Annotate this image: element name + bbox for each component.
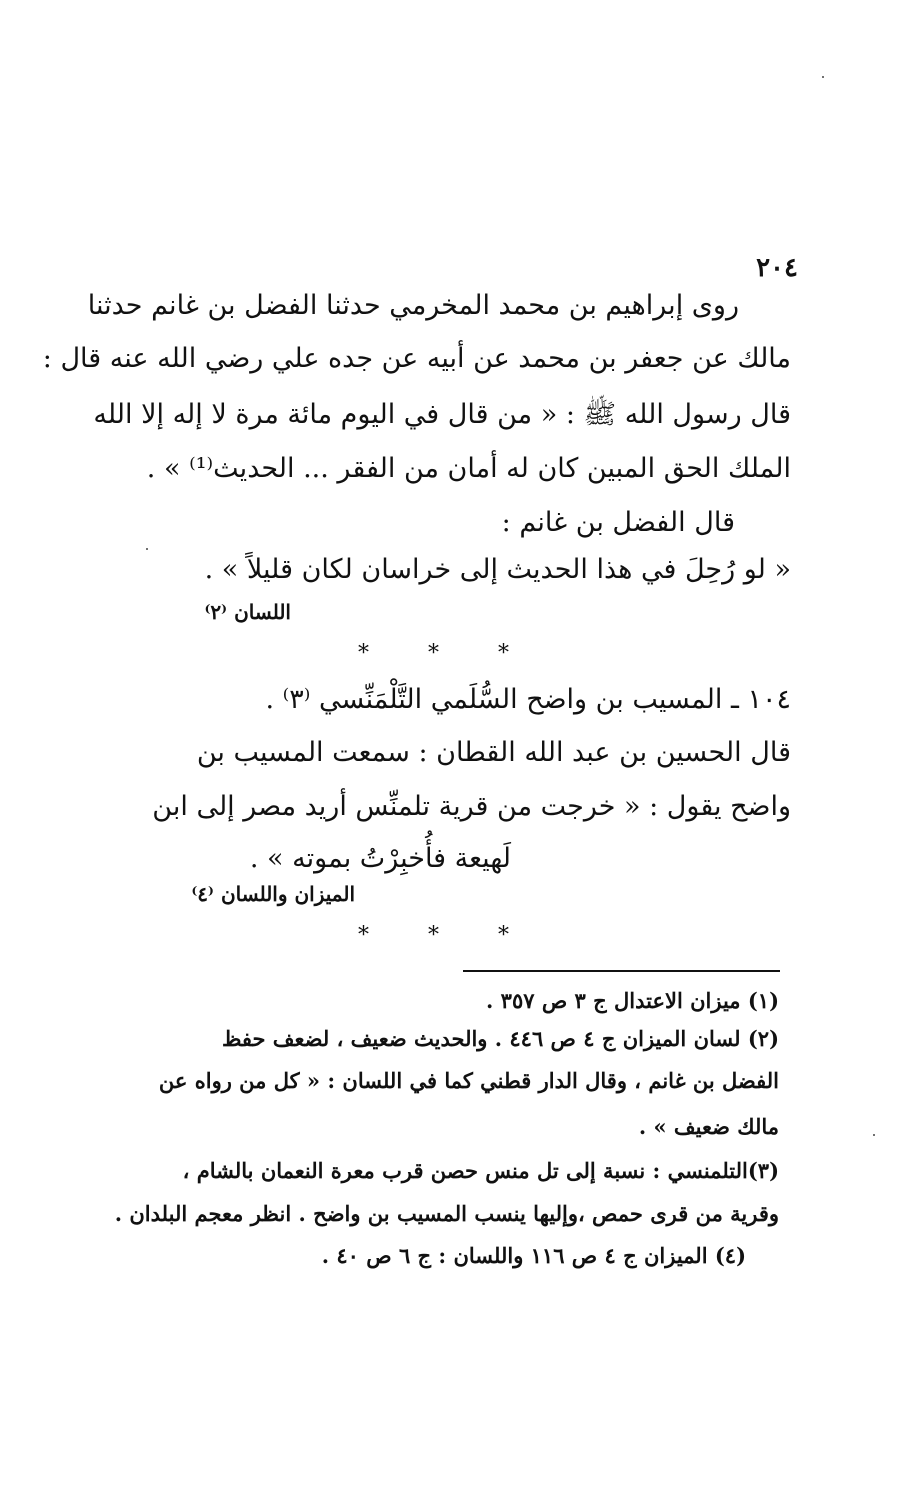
- scan-speck: [873, 1134, 875, 1136]
- footnote-1: (١) ميزان الاعتدال ج ٣ ص ٣٥٧ .: [486, 988, 779, 1013]
- text-line-1: روى إبراهيم بن محمد المخرمي حدثنا الفضل بن غانم حدثنا: [87, 290, 739, 321]
- footnote-2-line-3: مالك ضعيف » .: [638, 1114, 779, 1139]
- footnote-separator: [463, 970, 780, 972]
- page-number: ٢٠٤: [756, 253, 798, 283]
- text-line-3: قال رسول الله ﷺ : « من قال في اليوم مائة مرة لا إله إلا الله: [93, 399, 791, 430]
- scan-speck: [822, 76, 824, 78]
- footnote-4: (٤) الميزان ج ٤ ص ١١٦ واللسان : ج ٦ ص ٤٠ .: [321, 1243, 746, 1268]
- text-line-4: الملك الحق المبين كان له أمان من الفقر ... الحديث⁽¹⁾ » .: [146, 453, 791, 484]
- footnote-2-line-2: الفضل بن غانم ، وقال الدار قطني كما في اللسان : « كل من رواه عن: [158, 1068, 779, 1093]
- footnote-2-line-1: (٢) لسان الميزان ج ٤ ص ٤٤٦ . والحديث ضعيف ، لضعف حفظ: [221, 1026, 779, 1051]
- entry-line-3: لَهيعة فأُخبِرْتُ بموته » .: [249, 843, 511, 874]
- entry-line-2: واضح يقول : « خرجت من قرية تلمنِّس أريد مصر إلى ابن: [152, 791, 791, 822]
- entry-line-1: قال الحسين بن عبد الله القطان : سمعت المسيب بن: [196, 737, 791, 768]
- source-reference-2: الميزان واللسان ⁽٤⁾: [191, 882, 355, 906]
- section-divider-stars-2: * * *: [358, 923, 535, 948]
- footnote-3-line-1: (٣)التلمنسي : نسبة إلى تل منس حصن قرب معرة النعمان بالشام ،: [182, 1158, 779, 1183]
- source-reference-1: اللسان ⁽٢⁾: [204, 600, 291, 624]
- text-line-2: مالك عن جعفر بن محمد عن أبيه عن جده علي رضي الله عنه قال :: [42, 343, 791, 374]
- entry-title: ١٠٤ ـ المسيب بن واضح السُّلَمي التَّلْمَنِّسي ⁽٣⁾ .: [265, 684, 791, 715]
- text-line-6: « لو رُحِلَ في هذا الحديث إلى خراسان لكان قليلاً » .: [204, 554, 791, 585]
- scan-speck: [146, 548, 148, 550]
- text-line-5: قال الفضل بن غانم :: [501, 507, 735, 538]
- section-divider-stars-1: * * *: [358, 641, 535, 666]
- footnote-3-line-2: وقرية من قرى حمص ،وإليها ينسب المسيب بن واضح . انظر معجم البلدان .: [114, 1201, 779, 1226]
